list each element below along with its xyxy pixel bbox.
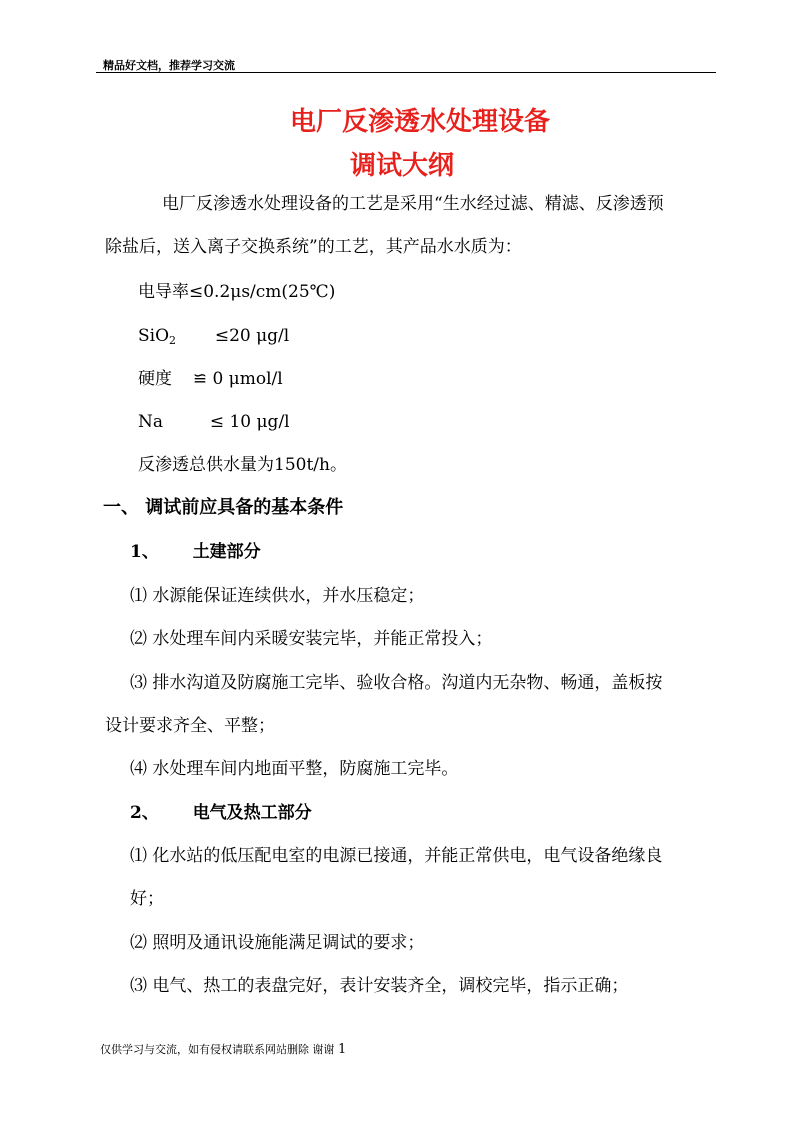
civil-item-3-continued: 设计要求齐全、平整； — [105, 716, 275, 736]
civil-item-4: ⑷ 水处理车间内地面平整，防腐施工完毕。 — [130, 759, 459, 779]
na-value: ≤ 10 μg/l — [209, 412, 290, 432]
subsection-1-heading — [130, 541, 261, 563]
civil-item-3: ⑶ 排水沟道及防腐施工完毕、验收合格。沟道内无杂物、畅通，盖板按 — [130, 673, 663, 693]
section-1-heading: 一、 调试前应具备的基本条件 — [103, 497, 344, 518]
page-header-text: 精品好文档，推荐学习交流 — [103, 59, 235, 72]
quality-hardness — [138, 368, 283, 390]
document-subtitle: 调试大纲 — [349, 151, 454, 181]
intro-line-2: 除盐后，送入离子交换系统”的工艺，其产品水水质为： — [105, 237, 522, 257]
quality-sio2 — [138, 325, 289, 352]
page-footer — [100, 1041, 346, 1057]
civil-item-1: ⑴ 水源能保证连续供水，并水压稳定； — [130, 586, 425, 606]
page-number: 1 — [338, 1042, 347, 1057]
subsection-1-title: 土建部分 — [192, 542, 261, 562]
header-divider — [96, 72, 716, 73]
hardness-label: 硬度 — [138, 369, 172, 389]
quality-conductivity: 电导率≤0.2μs/cm(25℃) — [138, 282, 336, 302]
na-label: Na — [138, 412, 164, 432]
quality-total: 反渗透总供水量为150t/h。 — [138, 455, 347, 475]
electrical-item-2: ⑵ 照明及通讯设施能满足调试的要求； — [130, 933, 425, 953]
electrical-item-1-continued: 好； — [130, 889, 164, 909]
civil-item-2: ⑵ 水处理车间内采暖安装完毕，并能正常投入； — [130, 629, 493, 649]
footer-text: 仅供学习与交流，如有侵权请联系网站删除 谢谢 — [100, 1043, 335, 1056]
sio2-value: ≤20 μg/l — [214, 326, 290, 346]
intro-line-1: 电厂反渗透水处理设备的工艺是采用“生水经过滤、精滤、反渗透预 — [162, 194, 664, 214]
sio2-subscript: 2 — [169, 334, 177, 347]
quality-na — [138, 411, 290, 433]
subsection-2-title: 电气及热工部分 — [192, 803, 312, 823]
electrical-item-1: ⑴ 化水站的低压配电室的电源已接通，并能正常供电，电气设备绝缘良 — [130, 846, 663, 866]
subsection-2-number: 2、 — [130, 803, 159, 823]
hardness-value: ≌ 0 μmol/l — [192, 369, 283, 389]
electrical-item-3: ⑶ 电气、热工的表盘完好，表计安装齐全，调校完毕，指示正确； — [130, 976, 629, 996]
document-title: 电厂反渗透水处理设备 — [289, 107, 550, 137]
subsection-2-heading — [130, 802, 312, 824]
subsection-1-number: 1、 — [130, 542, 159, 562]
sio2-label: SiO — [138, 326, 170, 346]
